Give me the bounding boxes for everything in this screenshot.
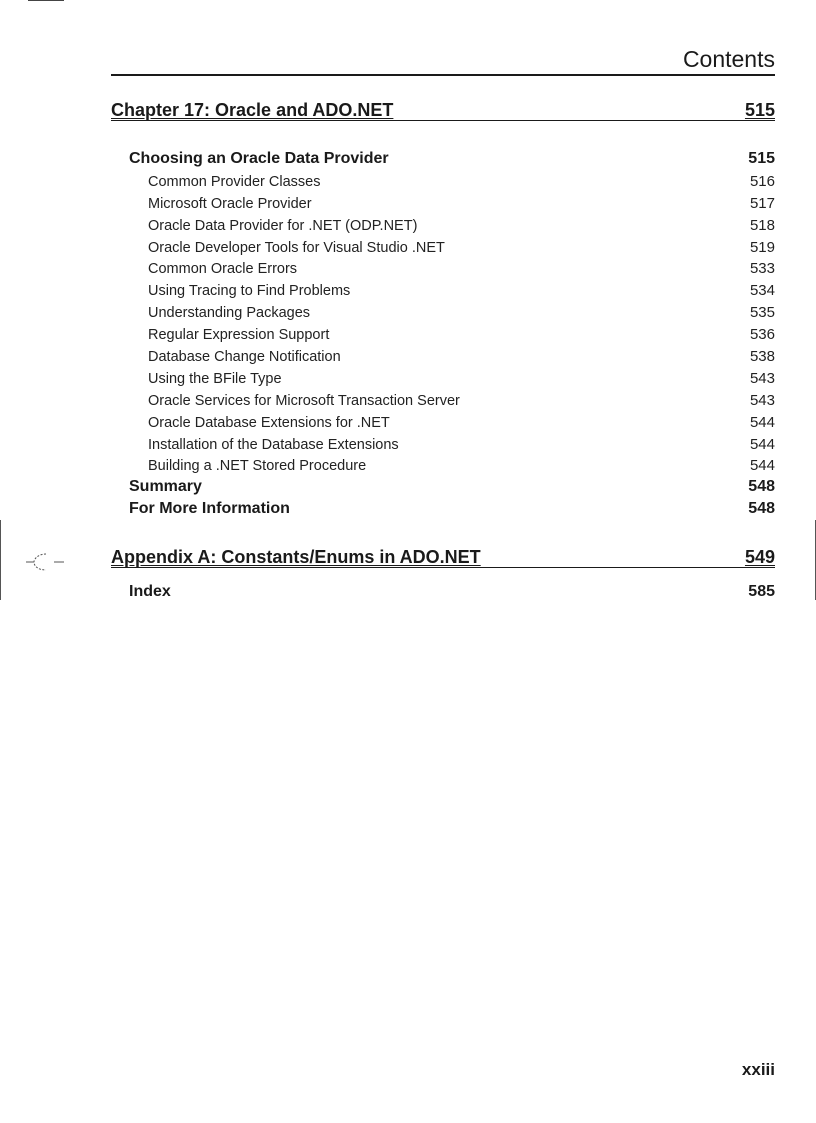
subsection-title: Oracle Developer Tools for Visual Studio .NET <box>148 239 445 256</box>
subsection-title: Oracle Database Extensions for .NET <box>148 414 390 431</box>
toc-subsection[interactable] <box>111 278 775 300</box>
subsection-page: 536 <box>749 326 775 344</box>
subsection-title: Understanding Packages <box>148 305 311 322</box>
toc-subsection[interactable] <box>111 410 775 432</box>
toc-index[interactable] <box>111 580 775 602</box>
subsection-title: Oracle Data Provider for .NET (ODP.NET) <box>148 217 418 234</box>
more-info-title: For More Information <box>129 500 290 518</box>
appendix-page: 549 <box>744 547 775 568</box>
registration-mark-icon <box>24 551 68 573</box>
toc-subsection[interactable] <box>111 300 775 322</box>
crop-mark-top <box>28 0 64 1</box>
index-title: Index <box>129 583 171 601</box>
subsection-title: Common Provider Classes <box>148 173 321 190</box>
subsection-title: Building a .NET Stored Procedure <box>148 458 367 475</box>
subsection-page: 516 <box>749 172 775 190</box>
trim-line-left <box>0 520 1 600</box>
chapter-page: 515 <box>744 100 775 120</box>
subsection-page: 534 <box>749 282 775 300</box>
toc-section-choosing-provider[interactable] <box>111 147 775 169</box>
subsection-page: 519 <box>749 238 775 256</box>
toc-subsection[interactable] <box>111 213 775 235</box>
toc-subsection[interactable] <box>111 454 775 476</box>
subsection-page: 518 <box>749 216 775 234</box>
subsection-page: 543 <box>749 391 775 409</box>
page-number: xxiii <box>741 1060 775 1079</box>
toc-subsection[interactable] <box>111 169 775 191</box>
toc-section-summary[interactable] <box>111 475 775 497</box>
toc-chapter-17[interactable] <box>111 96 775 121</box>
subsection-title: Common Oracle Errors <box>148 261 298 278</box>
subsection-page: 535 <box>749 304 775 322</box>
subsection-title: Microsoft Oracle Provider <box>148 195 312 212</box>
subsection-page: 538 <box>749 348 775 366</box>
toc-subsection[interactable] <box>111 388 775 410</box>
subsection-title: Database Change Notification <box>148 349 341 366</box>
subsection-title: Using Tracing to Find Problems <box>148 283 351 300</box>
table-of-contents <box>111 96 775 602</box>
toc-subsection[interactable] <box>111 432 775 454</box>
toc-subsection[interactable] <box>111 191 775 213</box>
section-title: Choosing an Oracle Data Provider <box>129 150 389 167</box>
chapter-title: Chapter 17: Oracle and ADO.NET <box>111 100 394 120</box>
toc-subsection[interactable] <box>111 344 775 366</box>
index-page: 585 <box>748 583 775 601</box>
toc-section-more-info[interactable] <box>111 497 775 519</box>
toc-subsection[interactable] <box>111 235 775 257</box>
section-page: 515 <box>748 150 775 167</box>
header-title: Contents <box>682 46 775 72</box>
subsection-page: 544 <box>749 413 775 431</box>
summary-page: 548 <box>748 478 775 496</box>
running-header <box>111 46 775 76</box>
subsection-page: 544 <box>749 435 775 453</box>
subsection-title: Regular Expression Support <box>148 327 330 344</box>
subsection-title: Using the BFile Type <box>148 370 282 387</box>
appendix-title: Appendix A: Constants/Enums in ADO.NET <box>111 547 481 568</box>
toc-appendix-a[interactable] <box>111 543 775 568</box>
subsection-page: 543 <box>749 369 775 387</box>
more-info-page: 548 <box>748 500 775 518</box>
subsection-page: 517 <box>749 194 775 212</box>
summary-title: Summary <box>129 478 202 496</box>
toc-subsection[interactable] <box>111 366 775 388</box>
toc-subsection[interactable] <box>111 322 775 344</box>
toc-subsection[interactable] <box>111 257 775 279</box>
subsection-title: Installation of the Database Extensions <box>148 436 399 453</box>
subsection-page: 533 <box>749 260 775 278</box>
subsection-page: 544 <box>749 457 775 475</box>
subsection-title: Oracle Services for Microsoft Transaction Server <box>148 392 460 409</box>
